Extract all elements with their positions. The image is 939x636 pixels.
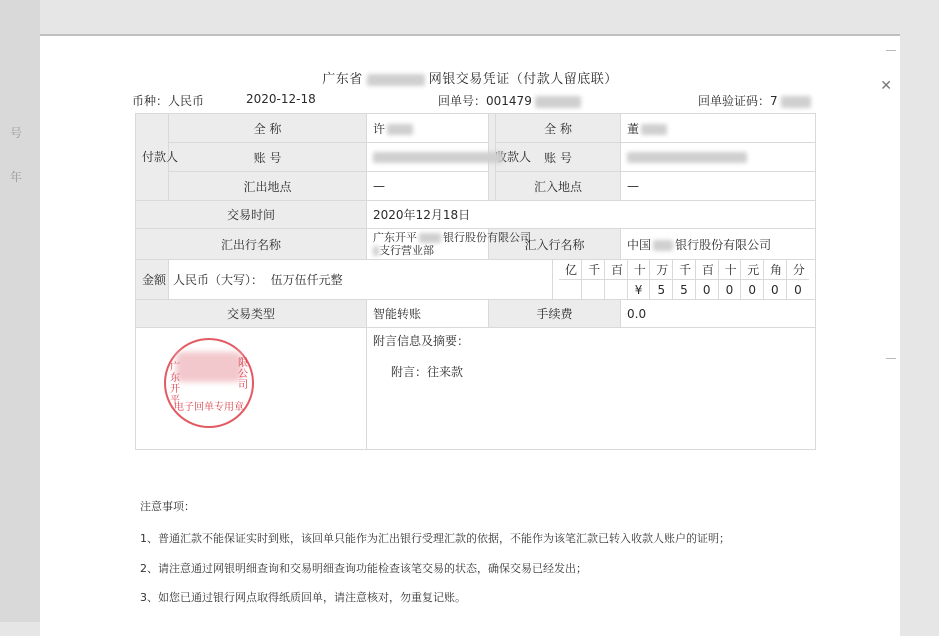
payer-location: — (367, 172, 489, 201)
amount-unit: 十 (627, 260, 650, 280)
payer-side-label: 付款人 (136, 114, 169, 201)
amount-digit: 0 (741, 280, 764, 300)
fee-value: 0.0 (621, 300, 816, 328)
amount-unit: 亿 (559, 260, 582, 280)
receipt-number: 回单号：001479 (438, 92, 581, 109)
stamp-cell (136, 328, 367, 450)
amount-unit: 元 (741, 260, 764, 280)
amount-unit: 千 (673, 260, 696, 280)
amount-digit: 0 (695, 280, 718, 300)
receipt-table (135, 113, 816, 450)
txn-type-label: 交易类型 (136, 300, 367, 328)
in-bank-name: 中国 银行股份有限公司 (621, 229, 816, 260)
payee-name: 董 (621, 114, 816, 143)
payer-name-label: 全 称 (169, 114, 367, 143)
amount-grid (559, 260, 809, 299)
currency-field: 币种：人民币 (132, 94, 205, 108)
amount-digit: 5 (673, 280, 696, 300)
amount-digit: 0 (718, 280, 741, 300)
memo-label: 附言信息及摘要： (373, 334, 470, 348)
close-icon[interactable]: ✕ (880, 78, 892, 94)
fee-label: 手续费 (489, 300, 621, 328)
notes-heading: 注意事项： (140, 500, 195, 513)
amount-grid-cell (553, 260, 816, 300)
receipt-page (40, 34, 900, 636)
note-item: 2、请注意通过网银明细查询和交易明细查询功能检查该笔交易的状态，确保交易已经发出； (140, 562, 587, 575)
in-bank-label: 汇入行名称 (489, 229, 621, 260)
out-bank-label: 汇出行名称 (136, 229, 367, 260)
note-item: 1、普通汇款不能保证实时到账，该回单只能作为汇出银行受理汇款的依据，不能作为该笔汇款已转入收款人账户的证明； (140, 532, 730, 545)
payee-location-label: 汇入地点 (496, 172, 621, 201)
amount-side-label: 金额 (136, 260, 169, 300)
amount-digit: 5 (650, 280, 673, 300)
amount-unit: 万 (650, 260, 673, 280)
amount-unit: 百 (695, 260, 718, 280)
amount-in-words: 人民币（大写）： 伍万伍仟元整 (169, 260, 553, 300)
payer-account-label: 账 号 (169, 143, 367, 172)
amount-digit (559, 280, 582, 300)
background-fragment: 号 (10, 126, 23, 140)
payee-location: — (621, 172, 816, 201)
txn-time-label: 交易时间 (136, 201, 367, 229)
amount-digit: 0 (764, 280, 787, 300)
payer-account (367, 143, 489, 172)
payee-account (621, 143, 816, 172)
memo-text: 附言：往来款 (391, 365, 464, 379)
note-item: 3、如您已通过银行网点取得纸质回单，请注意核对，勿重复记账。 (140, 591, 466, 604)
payer-location-label: 汇出地点 (169, 172, 367, 201)
payee-account-label: 账 号 (496, 143, 621, 172)
amount-unit: 千 (582, 260, 605, 280)
amount-unit: 分 (786, 260, 809, 280)
verify-code: 回单验证码：7 (698, 92, 811, 109)
memo-cell (367, 328, 816, 450)
amount-digit (604, 280, 627, 300)
payer-name: 许 (367, 114, 489, 143)
amount-digit: 0 (786, 280, 809, 300)
amount-unit: 角 (764, 260, 787, 280)
receipt-title: 广东省 网银交易凭证（付款人留底联） (322, 72, 618, 87)
amount-digit (582, 280, 605, 300)
txn-time: 2020年12月18日 (367, 201, 816, 229)
txn-type: 智能转账 (367, 300, 489, 328)
background-left-edge (0, 0, 40, 622)
payee-name-label: 全 称 (496, 114, 621, 143)
amount-unit: 百 (604, 260, 627, 280)
background-fragment: 年 (10, 170, 23, 184)
bank-stamp: 广东开平 限公司 电子回单专用章 (164, 338, 254, 428)
out-bank-name: 广东开平 银行股份有限公司 支行营业部 (367, 229, 489, 260)
receipt-date: 2020-12-18 (246, 92, 316, 106)
amount-digit: ¥ (627, 280, 650, 300)
amount-unit: 十 (718, 260, 741, 280)
